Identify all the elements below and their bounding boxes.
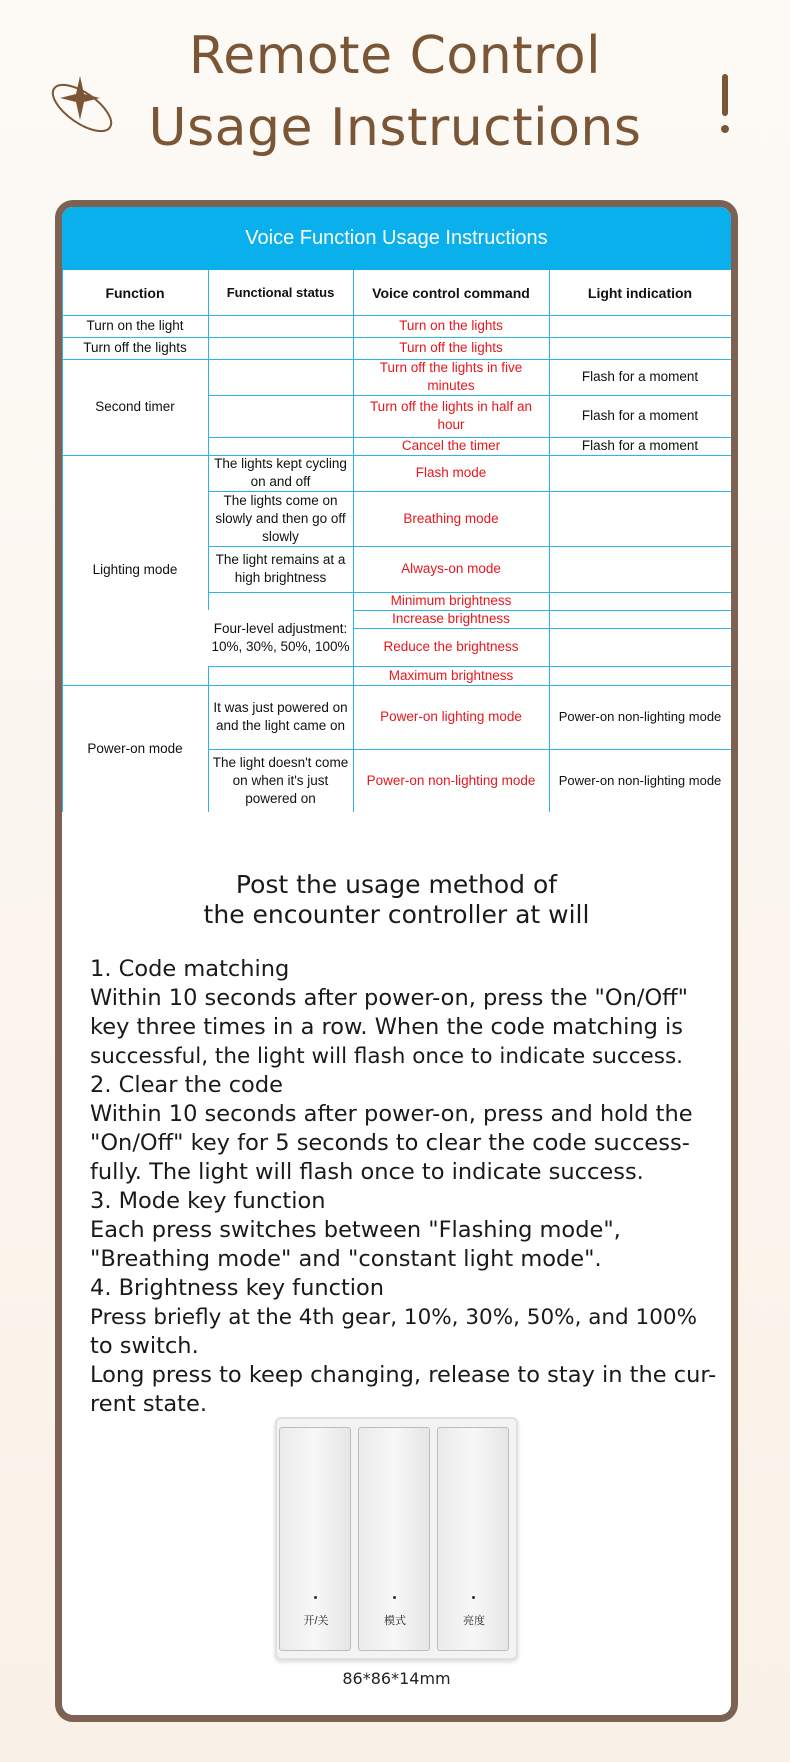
switch-key-on-off xyxy=(279,1427,351,1651)
command-power-on-lighting: Power-on lighting mode xyxy=(380,709,522,724)
command-five-minutes: Turn off the lights in five minutes xyxy=(379,360,523,393)
table-banner: Voice Function Usage Instructions xyxy=(62,207,731,270)
command-increase-brightness: Increase brightness xyxy=(392,611,510,626)
indication-power-on-lit: Power-on non-lighting mode xyxy=(558,709,722,724)
status-slow: The lights come on slowly and then go off slowly xyxy=(215,492,346,544)
indication-power-on-unlit: Power-on non-lighting mode xyxy=(558,772,722,788)
command-breathing-mode: Breathing mode xyxy=(403,510,499,526)
command-half-hour: Turn off the lights in half an hour xyxy=(369,399,533,432)
remote-switch-image xyxy=(275,1417,518,1660)
key-label-on-off: 开/关 xyxy=(303,1615,329,1627)
function-second-timer: Second timer xyxy=(95,399,175,414)
instruction-line: key three times in a row. When the code matching is xyxy=(90,1014,684,1040)
status-high: The light remains at a high brightness xyxy=(215,552,346,585)
key-label-mode: 模式 xyxy=(384,1615,406,1627)
instruction-line: Within 10 seconds after power-on, press the "On/Off" xyxy=(90,985,689,1011)
usage-title-line1: Post the usage method of xyxy=(235,870,558,899)
exclamation-icon xyxy=(718,74,732,136)
command-power-on-non-lighting: Power-on non-lighting mode xyxy=(366,772,536,788)
instructions-card xyxy=(55,200,738,1722)
instruction-line: "Breathing mode" and "constant light mode". xyxy=(90,1246,602,1272)
instruction-line: Each press switches between "Flashing mode", xyxy=(90,1217,621,1243)
status-cycling: The lights kept cycling on and off xyxy=(214,456,347,489)
instruction-line: 2. Clear the code xyxy=(90,1072,283,1098)
voice-function-table xyxy=(62,270,731,812)
instruction-line: 4. Brightness key function xyxy=(90,1275,385,1301)
page-header xyxy=(0,0,790,200)
function-turn-off: Turn off the lights xyxy=(83,340,187,355)
switch-key-brightness xyxy=(437,1427,509,1651)
command-turn-on: Turn on the lights xyxy=(399,318,503,333)
instruction-line: 3. Mode key function xyxy=(90,1188,326,1214)
page-title-line2: Usage Instructions xyxy=(148,98,642,158)
instruction-line: to switch. xyxy=(90,1333,199,1359)
instruction-line: Within 10 seconds after power-on, press and hold the xyxy=(90,1101,693,1127)
instruction-line: successful, the light will flash once to indicate success. xyxy=(90,1044,683,1069)
instruction-line: "On/Off" key for 5 seconds to clear the code success- xyxy=(90,1130,690,1156)
instruction-line: rent state. xyxy=(90,1391,207,1417)
command-max-brightness: Maximum brightness xyxy=(388,667,514,683)
command-always-on: Always-on mode xyxy=(401,561,501,576)
key-label-brightness: 亮度 xyxy=(463,1615,485,1627)
function-turn-on: Turn on the light xyxy=(86,318,184,333)
command-turn-off: Turn off the lights xyxy=(399,340,503,355)
instruction-line: 1. Code matching xyxy=(90,956,290,982)
usage-title-line2: the encounter controller at will xyxy=(203,900,590,929)
status-powered-on-unlit: The light doesn't come on when it's just powered on xyxy=(212,754,349,806)
function-lighting-mode: Lighting mode xyxy=(92,562,178,577)
command-reduce-brightness: Reduce the brightness xyxy=(383,639,519,654)
instruction-line: fully. The light will flash once to indicate success. xyxy=(90,1159,644,1185)
command-flash-mode: Flash mode xyxy=(415,465,487,480)
status-powered-on-lit: It was just powered on and the light came on xyxy=(213,700,348,733)
command-min-brightness: Minimum brightness xyxy=(390,593,512,608)
header-voice-command: Voice control command xyxy=(372,284,530,301)
indication-cancel-timer: Flash for a moment xyxy=(581,438,699,453)
command-cancel-timer: Cancel the timer xyxy=(401,438,501,453)
indication-half-hour: Flash for a moment xyxy=(581,408,699,423)
product-dimensions: 86*86*14mm xyxy=(342,1669,451,1688)
switch-key-mode xyxy=(358,1427,430,1651)
usage-instructions xyxy=(90,955,717,1419)
instruction-line: Press briefly at the 4th gear, 10%, 30%, 50%, and 100% xyxy=(90,1305,698,1330)
header-light-indication: Light indication xyxy=(587,284,693,301)
indication-five-minutes: Flash for a moment xyxy=(581,369,699,384)
header-functional-status: Functional status xyxy=(226,284,335,300)
instruction-line: Long press to keep changing, release to stay in the cur- xyxy=(90,1362,717,1388)
header-function: Function xyxy=(105,284,165,301)
status-four-level: Four-level adjustment: 10%, 30%, 50%, 100% xyxy=(208,610,353,666)
function-power-on-mode: Power-on mode xyxy=(87,740,183,756)
page-title-line1: Remote Control xyxy=(188,26,602,86)
